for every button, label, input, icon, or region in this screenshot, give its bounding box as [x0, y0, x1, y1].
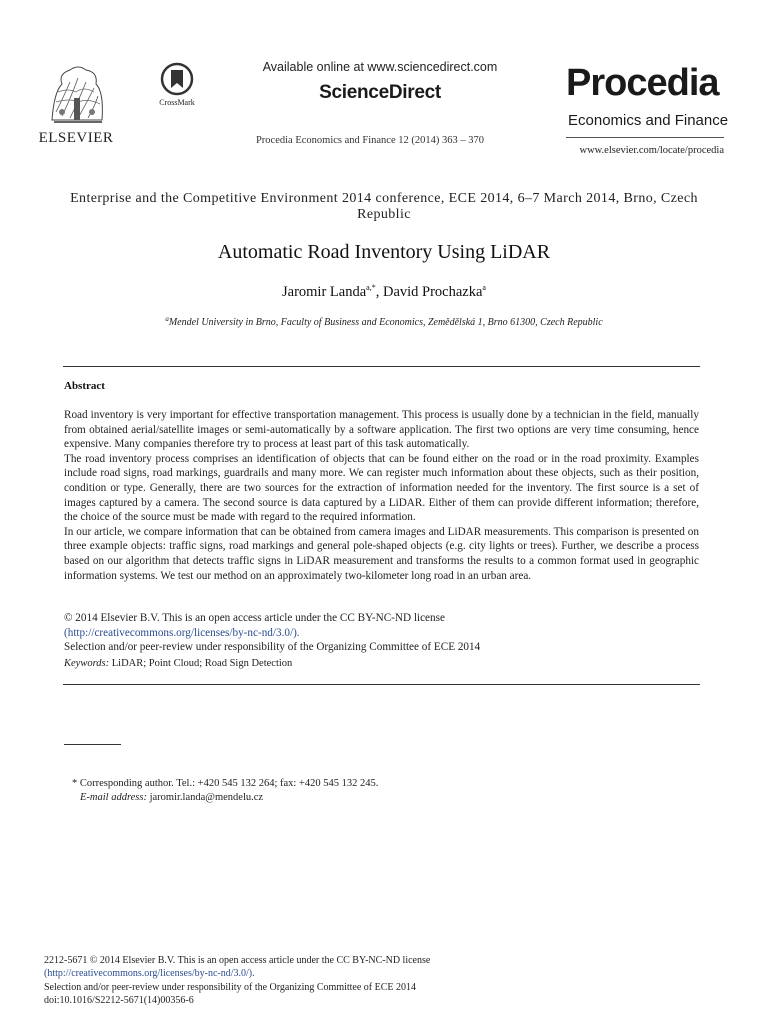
doi[interactable]: doi:10.1016/S2212-5671(14)00356-6	[44, 994, 194, 1006]
journal-reference: Procedia Economics and Finance 12 (2014) 363 – 370	[255, 135, 485, 146]
corresponding-author: * Corresponding author. Tel.: +420 545 132 264; fax: +420 545 132 245.	[72, 778, 379, 789]
author-list	[60, 283, 708, 301]
abstract-heading: Abstract	[64, 380, 105, 392]
abstract-paragraph: Road inventory is very important for effective transportation management. This process is usually done by a technician in the field, manually from obtained aerial/satellite images or semi-automatically by a software application. The first two options are very time consuming, hence expensive. Many companies therefore try to process at least part of this task automatically.	[64, 409, 699, 451]
email-address[interactable]: jaromir.landa@mendelu.cz	[149, 792, 264, 803]
author-name: Jaromir Landa	[282, 284, 367, 300]
affiliation-mark: a	[165, 315, 169, 323]
author-separator: ,	[375, 284, 383, 300]
procedia-wordmark: Procedia	[566, 62, 719, 104]
abstract-body	[64, 408, 699, 583]
crossmark-label: CrossMark	[159, 98, 195, 107]
author-name: David Prochazka	[382, 284, 483, 300]
publisher-name: ELSEVIER	[38, 130, 114, 146]
author-affiliation-mark: a,*	[366, 283, 376, 292]
license-line: © 2014 Elsevier B.V. This is an open access article under the CC BY-NC-ND license	[64, 612, 445, 624]
imprint-review-line: Selection and/or peer-review under responsibility of the Organizing Committee of ECE 2014	[44, 981, 417, 993]
abstract-top-rule	[63, 366, 700, 367]
keywords-list: LiDAR; Point Cloud; Road Sign Detection	[111, 658, 293, 669]
paper-title: Automatic Road Inventory Using LiDAR	[217, 241, 551, 263]
crossmark-logo[interactable]	[150, 62, 204, 112]
keywords-label: Keywords:	[64, 658, 110, 669]
footnote	[72, 777, 672, 805]
procedia-divider	[566, 137, 724, 138]
license-block	[64, 611, 699, 655]
abstract-paragraph: In our article, we compare information that can be obtained from camera images and LiDAR measurements. This comparison is presented on three example objects: traffic signs, road markings and general pole-shaped objects (e.g. city lights or trees). Further, we describe a process based on our algorithm that detects traffic signs in LiDAR measurement and transforms the results to a common format used in geographic information systems. We test our method on an approximately two-kilometer long road in an urban area.	[64, 525, 699, 582]
conference-line: Enterprise and the Competitive Environment 2014 conference, ECE 2014, 6–7 March 2014, Brno, Czech Republic	[70, 191, 698, 222]
affiliation-text: Mendel University in Brno, Faculty of Business and Economics, Zemědělská 1, Brno 61300, Czech Republic	[168, 317, 603, 328]
available-online-text: Available online at www.sciencedirect.com	[262, 60, 498, 74]
elsevier-tree-icon	[48, 62, 106, 128]
imprint	[44, 954, 684, 1007]
elsevier-logo	[22, 62, 130, 148]
journal-url[interactable]: www.elsevier.com/locate/procedia	[579, 145, 724, 156]
author-affiliation-mark: a	[482, 283, 486, 292]
procedia-subtitle: Economics and Finance	[568, 112, 729, 129]
license-link[interactable]: (http://creativecommons.org/licenses/by-nc-nd/3.0/).	[64, 626, 300, 639]
issn-line: 2212-5671 © 2014 Elsevier B.V. This is an open access article under the CC BY-NC-ND license	[44, 955, 431, 966]
email-label: E-mail address:	[80, 792, 147, 803]
abstract-paragraph: The road inventory process comprises an identification of objects that can be found either on the road or in the road proximity. Examples include road signs, road markings, guardrails and many more. We can register much information about these objects, such as their position, condition or type. Generally, there are two sources for the extraction of information needed for the inventory. The first source is a set of images captured by a camera. The second source is data captured by a LiDAR. Either of them can provide different information; therefore, the choice of the source must be made with regard to the required information.	[64, 452, 699, 524]
footnote-rule	[64, 744, 121, 745]
review-line: Selection and/or peer-review under responsibility of the Organizing Committee of ECE 2014	[64, 641, 481, 654]
keywords	[64, 658, 699, 669]
sciencedirect-wordmark: ScienceDirect	[319, 82, 441, 103]
crossmark-icon	[160, 62, 194, 98]
imprint-license-link[interactable]: (http://creativecommons.org/licenses/by-nc-nd/3.0/).	[44, 968, 255, 980]
abstract-bottom-rule	[63, 684, 700, 685]
affiliation	[60, 315, 708, 328]
